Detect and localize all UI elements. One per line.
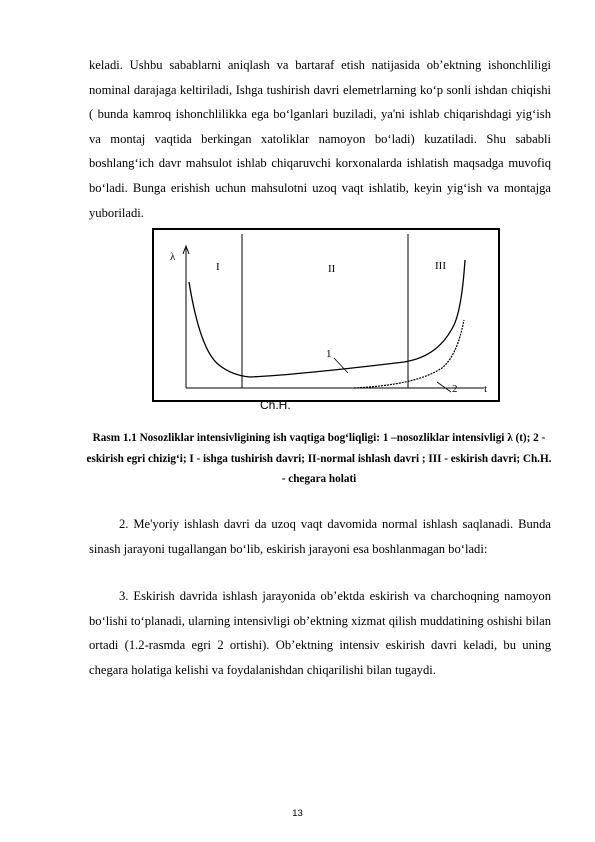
failure-rate-figure (152, 228, 500, 402)
region-1-label: I (216, 261, 220, 273)
curve-2-wear (354, 320, 464, 388)
boundary-state-label: Ch.H. (260, 398, 291, 412)
body-paragraph-2 (89, 512, 551, 561)
curve-1-label: 1 (326, 348, 332, 360)
failure-rate-graph (154, 230, 498, 400)
x-axis-label: t (484, 383, 488, 395)
region-2-label: II (328, 263, 336, 275)
y-axis-label: λ (170, 251, 176, 263)
paragraph-2-text: 2. Me'yoriy ishlash davri da uzoq vaqt davomida normal ishlash saqlanadi. Bunda sinash jarayoni tugallangan bo‘lib, eskirish jarayoni esa boshlanmagan bo‘ladi: (89, 517, 551, 556)
page-number: 13 (292, 808, 303, 819)
figure-caption: Rasm 1.1 Nosozliklar intensivligining ish vaqtiga bog‘liqligi: 1 –nosozliklar intensivligi λ (t); 2 - eskirish egri chizig‘i; I - ishga tushirish davri; II-normal ishlash davri ; III - eskirish davri; Ch.H. - chegara holati (86, 432, 552, 485)
body-paragraph-3 (89, 584, 551, 682)
body-paragraph-1: keladi. Ushbu sabablarni aniqlash va bartaraf etish natijasida ob’ektning ishonchliligi nominal darajaga keltiriladi, Ishga tushirish davri elemetrlarning ko‘p sonli ishdan chiqishi ( bunda kamroq ishonchlilikka ega bo‘lganlari buziladi, ya'ni ishlab chiqarishdagi yig‘ish va montaj vaqtida berkingan xatoliklar namoyon bo‘ladi) kuzatiladi. Shu sababli boshlang‘ich davr mahsulot ishlab chiqaruvchi korxonalarda ishlatish maqsadga muvofiq bo‘ladi. Bunga erishish uchun mahsulotni uzoq vaqt ishlatib, keyin yig‘ish va montajga yuboriladi. (89, 58, 551, 220)
region-3-label: III (435, 260, 446, 272)
paragraph-3-text: 3. Eskirish davrida ishlash jarayonida ob’ektda eskirish va charchoqning namoyon bo‘lishi to‘planadi, ularning intensivligi ob’ektning xizmat qilish muddatining oshishi bilan ortadi (1.2-rasmda egri 2 ortishi). Ob’ektning intensiv eskirish davri keladi, bu uning chegara holatiga kelishi va foydalanishdan chiqarilishi bilan tugaydi. (89, 589, 551, 677)
curve-2-label: 2 (452, 383, 458, 395)
